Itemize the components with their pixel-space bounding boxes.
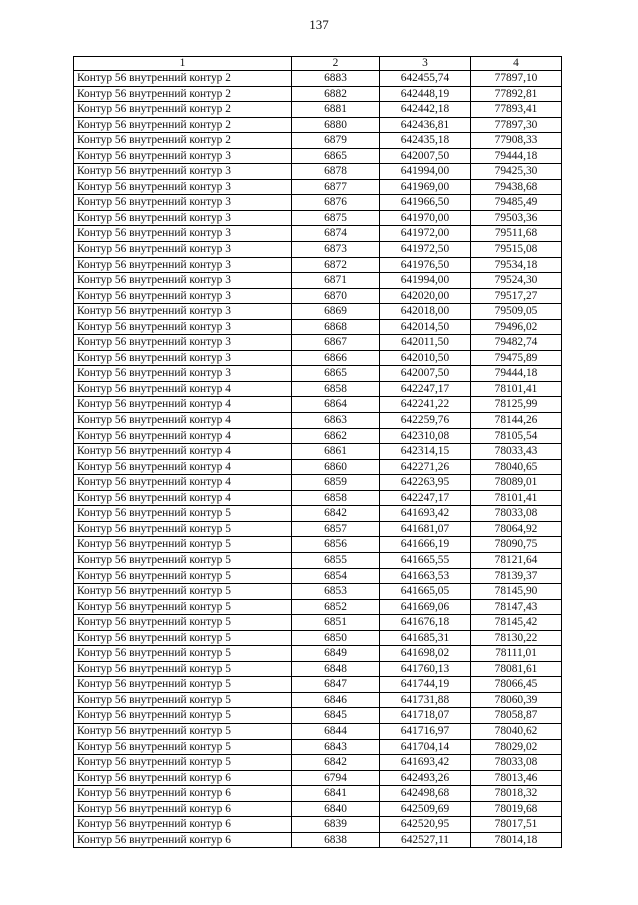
contour-name-cell: Контур 56 внутренний контур 6 (74, 832, 292, 848)
x-coordinate-cell: 642436,81 (380, 117, 471, 133)
x-coordinate-cell: 642247,17 (380, 490, 471, 506)
contour-name-cell: Контур 56 внутренний контур 5 (74, 755, 292, 771)
contour-name-cell: Контур 56 внутренний контур 3 (74, 273, 292, 289)
point-number-cell: 6872 (292, 257, 380, 273)
y-coordinate-cell: 78033,08 (471, 506, 562, 522)
x-coordinate-cell: 641744,19 (380, 677, 471, 693)
x-coordinate-cell: 642498,68 (380, 786, 471, 802)
contour-name-cell: Контур 56 внутренний контур 5 (74, 708, 292, 724)
point-number-cell: 6846 (292, 692, 380, 708)
x-coordinate-cell: 641685,31 (380, 630, 471, 646)
y-coordinate-cell: 79509,05 (471, 304, 562, 320)
contour-name-cell: Контур 56 внутренний контур 5 (74, 506, 292, 522)
y-coordinate-cell: 78125,99 (471, 397, 562, 413)
x-coordinate-cell: 641676,18 (380, 615, 471, 631)
x-coordinate-cell: 642010,50 (380, 350, 471, 366)
table-row (74, 521, 562, 537)
x-coordinate-cell: 641994,00 (380, 273, 471, 289)
contour-name-cell: Контур 56 внутренний контур 5 (74, 537, 292, 553)
table-row (74, 319, 562, 335)
x-coordinate-cell: 641693,42 (380, 506, 471, 522)
y-coordinate-cell: 78101,41 (471, 381, 562, 397)
point-number-cell: 6848 (292, 661, 380, 677)
contour-name-cell: Контур 56 внутренний контур 5 (74, 723, 292, 739)
y-coordinate-cell: 78058,87 (471, 708, 562, 724)
point-number-cell: 6841 (292, 786, 380, 802)
y-coordinate-cell: 78090,75 (471, 537, 562, 553)
y-coordinate-cell: 78066,45 (471, 677, 562, 693)
x-coordinate-cell: 641972,00 (380, 226, 471, 242)
contour-name-cell: Контур 56 внутренний контур 4 (74, 490, 292, 506)
point-number-cell: 6859 (292, 475, 380, 491)
point-number-cell: 6856 (292, 537, 380, 553)
table-row (74, 646, 562, 662)
y-coordinate-cell: 78144,26 (471, 413, 562, 429)
y-coordinate-cell: 79444,18 (471, 366, 562, 382)
table-row (74, 770, 562, 786)
table-row (74, 444, 562, 460)
table-row (74, 739, 562, 755)
contour-name-cell: Контур 56 внутренний контур 5 (74, 661, 292, 677)
y-coordinate-cell: 78145,42 (471, 615, 562, 631)
contour-name-cell: Контур 56 внутренний контур 6 (74, 786, 292, 802)
x-coordinate-cell: 641716,97 (380, 723, 471, 739)
contour-name-cell: Контур 56 внутренний контур 5 (74, 677, 292, 693)
point-number-cell: 6868 (292, 319, 380, 335)
contour-name-cell: Контур 56 внутренний контур 3 (74, 350, 292, 366)
page-number: 137 (309, 17, 329, 32)
y-coordinate-cell: 77908,33 (471, 133, 562, 149)
x-coordinate-cell: 642020,00 (380, 288, 471, 304)
y-coordinate-cell: 78089,01 (471, 475, 562, 491)
y-coordinate-cell: 78111,01 (471, 646, 562, 662)
point-number-cell: 6875 (292, 210, 380, 226)
x-coordinate-cell: 642493,26 (380, 770, 471, 786)
x-coordinate-cell: 641669,06 (380, 599, 471, 615)
point-number-cell: 6847 (292, 677, 380, 693)
contour-name-cell: Контур 56 внутренний контур 2 (74, 133, 292, 149)
table-row (74, 723, 562, 739)
point-number-cell: 6857 (292, 521, 380, 537)
table-row (74, 164, 562, 180)
table-row (74, 786, 562, 802)
table-row (74, 506, 562, 522)
table-row (74, 475, 562, 491)
point-number-cell: 6849 (292, 646, 380, 662)
point-number-cell: 6863 (292, 413, 380, 429)
contour-name-cell: Контур 56 внутренний контур 3 (74, 195, 292, 211)
contour-name-cell: Контур 56 внутренний контур 4 (74, 381, 292, 397)
contour-name-cell: Контур 56 внутренний контур 5 (74, 646, 292, 662)
point-number-cell: 6882 (292, 86, 380, 102)
contour-name-cell: Контур 56 внутренний контур 4 (74, 428, 292, 444)
y-coordinate-cell: 78040,62 (471, 723, 562, 739)
table-row (74, 288, 562, 304)
contour-name-cell: Контур 56 внутренний контур 2 (74, 86, 292, 102)
point-number-cell: 6858 (292, 381, 380, 397)
point-number-cell: 6851 (292, 615, 380, 631)
point-number-cell: 6854 (292, 568, 380, 584)
table-row (74, 304, 562, 320)
x-coordinate-cell: 642247,17 (380, 381, 471, 397)
table-row (74, 568, 562, 584)
point-number-cell: 6844 (292, 723, 380, 739)
point-number-cell: 6881 (292, 102, 380, 118)
x-coordinate-cell: 642448,19 (380, 86, 471, 102)
x-coordinate-cell: 642263,95 (380, 475, 471, 491)
y-coordinate-cell: 78145,90 (471, 584, 562, 600)
point-number-cell: 6845 (292, 708, 380, 724)
contour-name-cell: Контур 56 внутренний контур 5 (74, 521, 292, 537)
y-coordinate-cell: 78029,02 (471, 739, 562, 755)
x-coordinate-cell: 642527,11 (380, 832, 471, 848)
x-coordinate-cell: 641972,50 (380, 242, 471, 258)
x-coordinate-cell: 642520,95 (380, 817, 471, 833)
table-row (74, 273, 562, 289)
column-header-1: 1 (74, 57, 292, 71)
contour-name-cell: Контур 56 внутренний контур 4 (74, 475, 292, 491)
table-row (74, 832, 562, 848)
point-number-cell: 6878 (292, 164, 380, 180)
table-row (74, 242, 562, 258)
contour-name-cell: Контур 56 внутренний контур 6 (74, 817, 292, 833)
point-number-cell: 6870 (292, 288, 380, 304)
x-coordinate-cell: 642435,18 (380, 133, 471, 149)
table-row (74, 755, 562, 771)
table-row (74, 708, 562, 724)
x-coordinate-cell: 641994,00 (380, 164, 471, 180)
x-coordinate-cell: 641681,07 (380, 521, 471, 537)
x-coordinate-cell: 641698,02 (380, 646, 471, 662)
contour-name-cell: Контур 56 внутренний контур 5 (74, 552, 292, 568)
y-coordinate-cell: 77893,41 (471, 102, 562, 118)
y-coordinate-cell: 77897,10 (471, 71, 562, 87)
contour-name-cell: Контур 56 внутренний контур 4 (74, 413, 292, 429)
column-header-4: 4 (471, 57, 562, 71)
x-coordinate-cell: 642018,00 (380, 304, 471, 320)
y-coordinate-cell: 78033,08 (471, 755, 562, 771)
x-coordinate-cell: 642455,74 (380, 71, 471, 87)
contour-name-cell: Контур 56 внутренний контур 3 (74, 288, 292, 304)
contour-name-cell: Контур 56 внутренний контур 6 (74, 801, 292, 817)
table-row (74, 148, 562, 164)
x-coordinate-cell: 641966,50 (380, 195, 471, 211)
point-number-cell: 6873 (292, 242, 380, 258)
y-coordinate-cell: 78147,43 (471, 599, 562, 615)
y-coordinate-cell: 78101,41 (471, 490, 562, 506)
x-coordinate-cell: 642007,50 (380, 366, 471, 382)
y-coordinate-cell: 78040,65 (471, 459, 562, 475)
contour-name-cell: Контур 56 внутренний контур 2 (74, 102, 292, 118)
point-number-cell: 6852 (292, 599, 380, 615)
table-row (74, 397, 562, 413)
y-coordinate-cell: 79438,68 (471, 179, 562, 195)
y-coordinate-cell: 78019,68 (471, 801, 562, 817)
point-number-cell: 6879 (292, 133, 380, 149)
y-coordinate-cell: 79511,68 (471, 226, 562, 242)
x-coordinate-cell: 641731,88 (380, 692, 471, 708)
contour-name-cell: Контур 56 внутренний контур 3 (74, 242, 292, 258)
contour-name-cell: Контур 56 внутренний контур 3 (74, 226, 292, 242)
table-row (74, 584, 562, 600)
point-number-cell: 6842 (292, 506, 380, 522)
point-number-cell: 6861 (292, 444, 380, 460)
table-row (74, 117, 562, 133)
y-coordinate-cell: 78060,39 (471, 692, 562, 708)
y-coordinate-cell: 78081,61 (471, 661, 562, 677)
x-coordinate-cell: 641665,55 (380, 552, 471, 568)
contour-name-cell: Контур 56 внутренний контур 3 (74, 179, 292, 195)
point-number-cell: 6838 (292, 832, 380, 848)
table-row (74, 661, 562, 677)
y-coordinate-cell: 79425,30 (471, 164, 562, 180)
x-coordinate-cell: 642310,08 (380, 428, 471, 444)
table-row (74, 630, 562, 646)
point-number-cell: 6840 (292, 801, 380, 817)
contour-name-cell: Контур 56 внутренний контур 2 (74, 117, 292, 133)
table-header (74, 57, 562, 71)
y-coordinate-cell: 79482,74 (471, 335, 562, 351)
table-row (74, 428, 562, 444)
x-coordinate-cell: 641666,19 (380, 537, 471, 553)
table-row (74, 537, 562, 553)
point-number-cell: 6842 (292, 755, 380, 771)
table-row (74, 226, 562, 242)
contour-name-cell: Контур 56 внутренний контур 2 (74, 71, 292, 87)
x-coordinate-cell: 641665,05 (380, 584, 471, 600)
point-number-cell: 6855 (292, 552, 380, 568)
contour-name-cell: Контур 56 внутренний контур 3 (74, 148, 292, 164)
point-number-cell: 6866 (292, 350, 380, 366)
contour-name-cell: Контур 56 внутренний контур 5 (74, 584, 292, 600)
contour-name-cell: Контур 56 внутренний контур 5 (74, 599, 292, 615)
point-number-cell: 6869 (292, 304, 380, 320)
x-coordinate-cell: 641760,13 (380, 661, 471, 677)
y-coordinate-cell: 79485,49 (471, 195, 562, 211)
contour-name-cell: Контур 56 внутренний контур 3 (74, 257, 292, 273)
point-number-cell: 6883 (292, 71, 380, 87)
table-row (74, 366, 562, 382)
contour-name-cell: Контур 56 внутренний контур 3 (74, 164, 292, 180)
y-coordinate-cell: 78130,22 (471, 630, 562, 646)
point-number-cell: 6876 (292, 195, 380, 211)
x-coordinate-cell: 642314,15 (380, 444, 471, 460)
table-row (74, 210, 562, 226)
point-number-cell: 6864 (292, 397, 380, 413)
table-row (74, 677, 562, 693)
contour-name-cell: Контур 56 внутренний контур 3 (74, 335, 292, 351)
table-row (74, 133, 562, 149)
y-coordinate-cell: 78033,43 (471, 444, 562, 460)
point-number-cell: 6865 (292, 148, 380, 164)
y-coordinate-cell: 79534,18 (471, 257, 562, 273)
point-number-cell: 6871 (292, 273, 380, 289)
x-coordinate-cell: 641969,00 (380, 179, 471, 195)
x-coordinate-cell: 642007,50 (380, 148, 471, 164)
column-header-2: 2 (292, 57, 380, 71)
table-row (74, 350, 562, 366)
y-coordinate-cell: 79515,08 (471, 242, 562, 258)
y-coordinate-cell: 78014,18 (471, 832, 562, 848)
table-body (74, 71, 562, 848)
table-row (74, 71, 562, 87)
point-number-cell: 6877 (292, 179, 380, 195)
contour-name-cell: Контур 56 внутренний контур 4 (74, 444, 292, 460)
y-coordinate-cell: 79524,30 (471, 273, 562, 289)
contour-name-cell: Контур 56 внутренний контур 5 (74, 615, 292, 631)
table-row (74, 413, 562, 429)
point-number-cell: 6839 (292, 817, 380, 833)
x-coordinate-cell: 642241,22 (380, 397, 471, 413)
table-row (74, 801, 562, 817)
point-number-cell: 6867 (292, 335, 380, 351)
table-row (74, 335, 562, 351)
point-number-cell: 6880 (292, 117, 380, 133)
table-row (74, 552, 562, 568)
x-coordinate-cell: 642509,69 (380, 801, 471, 817)
y-coordinate-cell: 79475,89 (471, 350, 562, 366)
y-coordinate-cell: 77892,81 (471, 86, 562, 102)
x-coordinate-cell: 641970,00 (380, 210, 471, 226)
point-number-cell: 6860 (292, 459, 380, 475)
point-number-cell: 6862 (292, 428, 380, 444)
point-number-cell: 6843 (292, 739, 380, 755)
x-coordinate-cell: 642014,50 (380, 319, 471, 335)
y-coordinate-cell: 78018,32 (471, 786, 562, 802)
y-coordinate-cell: 77897,30 (471, 117, 562, 133)
contour-name-cell: Контур 56 внутренний контур 3 (74, 304, 292, 320)
contour-name-cell: Контур 56 внутренний контур 5 (74, 739, 292, 755)
contour-name-cell: Контур 56 внутренний контур 3 (74, 319, 292, 335)
table-row (74, 692, 562, 708)
table-row (74, 490, 562, 506)
x-coordinate-cell: 641704,14 (380, 739, 471, 755)
x-coordinate-cell: 642011,50 (380, 335, 471, 351)
point-number-cell: 6865 (292, 366, 380, 382)
contour-name-cell: Контур 56 внутренний контур 3 (74, 366, 292, 382)
y-coordinate-cell: 79517,27 (471, 288, 562, 304)
point-number-cell: 6850 (292, 630, 380, 646)
x-coordinate-cell: 641976,50 (380, 257, 471, 273)
contour-name-cell: Контур 56 внутренний контур 4 (74, 459, 292, 475)
y-coordinate-cell: 79496,02 (471, 319, 562, 335)
x-coordinate-cell: 642259,76 (380, 413, 471, 429)
table-row (74, 599, 562, 615)
table-row (74, 459, 562, 475)
table-row (74, 615, 562, 631)
x-coordinate-cell: 641718,07 (380, 708, 471, 724)
table-row (74, 102, 562, 118)
contour-name-cell: Контур 56 внутренний контур 5 (74, 692, 292, 708)
point-number-cell: 6858 (292, 490, 380, 506)
y-coordinate-cell: 78064,92 (471, 521, 562, 537)
point-number-cell: 6794 (292, 770, 380, 786)
x-coordinate-cell: 641663,53 (380, 568, 471, 584)
contour-name-cell: Контур 56 внутренний контур 3 (74, 210, 292, 226)
y-coordinate-cell: 79444,18 (471, 148, 562, 164)
table-row (74, 179, 562, 195)
contour-name-cell: Контур 56 внутренний контур 4 (74, 397, 292, 413)
x-coordinate-cell: 642271,26 (380, 459, 471, 475)
table-row (74, 257, 562, 273)
contour-name-cell: Контур 56 внутренний контур 5 (74, 568, 292, 584)
x-coordinate-cell: 641693,42 (380, 755, 471, 771)
y-coordinate-cell: 78139,37 (471, 568, 562, 584)
point-number-cell: 6853 (292, 584, 380, 600)
table-row (74, 86, 562, 102)
table-row (74, 381, 562, 397)
header-row (74, 57, 562, 71)
y-coordinate-cell: 78017,51 (471, 817, 562, 833)
column-header-3: 3 (380, 57, 471, 71)
table-row (74, 817, 562, 833)
y-coordinate-cell: 78013,46 (471, 770, 562, 786)
table-row (74, 195, 562, 211)
point-number-cell: 6874 (292, 226, 380, 242)
y-coordinate-cell: 79503,36 (471, 210, 562, 226)
y-coordinate-cell: 78105,54 (471, 428, 562, 444)
y-coordinate-cell: 78121,64 (471, 552, 562, 568)
x-coordinate-cell: 642442,18 (380, 102, 471, 118)
contour-name-cell: Контур 56 внутренний контур 6 (74, 770, 292, 786)
coordinates-table (73, 56, 562, 848)
contour-name-cell: Контур 56 внутренний контур 5 (74, 630, 292, 646)
